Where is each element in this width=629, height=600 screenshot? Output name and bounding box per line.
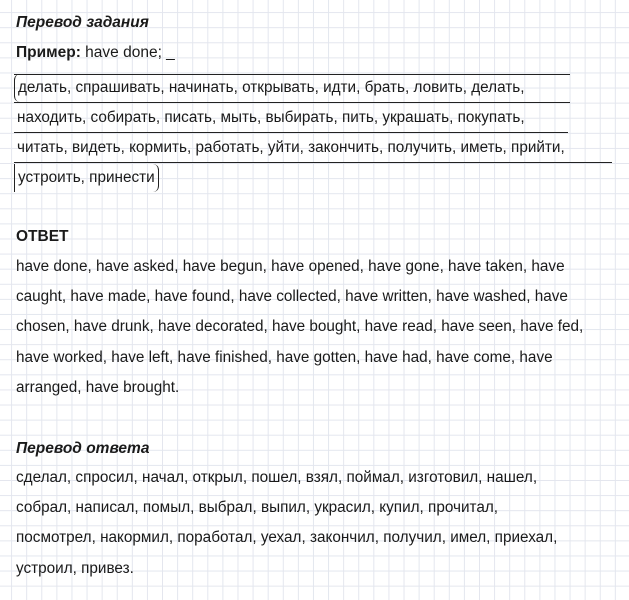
task-heading: Перевод задания (16, 14, 149, 31)
translation-line: устроил, привез. (16, 559, 134, 577)
example-line (16, 44, 175, 62)
verb-line (14, 164, 624, 194)
answer-text (16, 252, 616, 403)
verb-line (14, 134, 624, 164)
underline (14, 162, 612, 163)
verb-line (14, 104, 624, 134)
example-label: Пример: (16, 44, 81, 61)
verb-line-text: делать, спрашивать, начинать, открывать, идти, брать, ловить, делать, (14, 74, 528, 102)
answer-line: arranged, have brought. (16, 378, 180, 396)
verb-line-text: читать, видеть, кормить, работать, уйти, закончить, получить, иметь, прийти, (17, 139, 565, 156)
answer-heading: ОТВЕТ (16, 228, 69, 245)
underline (14, 132, 568, 133)
example-value: have done; _ (85, 44, 175, 61)
verb-list (14, 74, 624, 194)
translation-line: посмотрел, накормил, поработал, уехал, закончил, получил, имел, приехал, (16, 529, 558, 547)
answer-line: caught, have made, have found, have collected, have written, have washed, have (16, 288, 568, 306)
translation-line: сделал, спросил, начал, открыл, пошел, взял, поймал, изготовил, нашел, (16, 469, 538, 486)
translation-heading: Перевод ответа (16, 440, 150, 457)
verb-line-text: устроить, принести (14, 164, 159, 192)
overline (14, 74, 570, 75)
answer-line: have worked, have left, have finished, have gotten, have had, have come, have (16, 348, 553, 366)
verb-line-text: находить, собирать, писать, мыть, выбирать, пить, украшать, покупать, (17, 109, 525, 126)
answer-line: have done, have asked, have begun, have opened, have gone, have taken, have (16, 258, 565, 275)
translation-text (16, 463, 616, 584)
verb-line (14, 74, 624, 104)
underline (14, 102, 570, 103)
answer-line: chosen, have drunk, have decorated, have bought, have read, have seen, have fed, (16, 318, 584, 336)
translation-line: собрал, написал, помыл, выбрал, выпил, украсил, купил, прочитал, (16, 499, 499, 517)
